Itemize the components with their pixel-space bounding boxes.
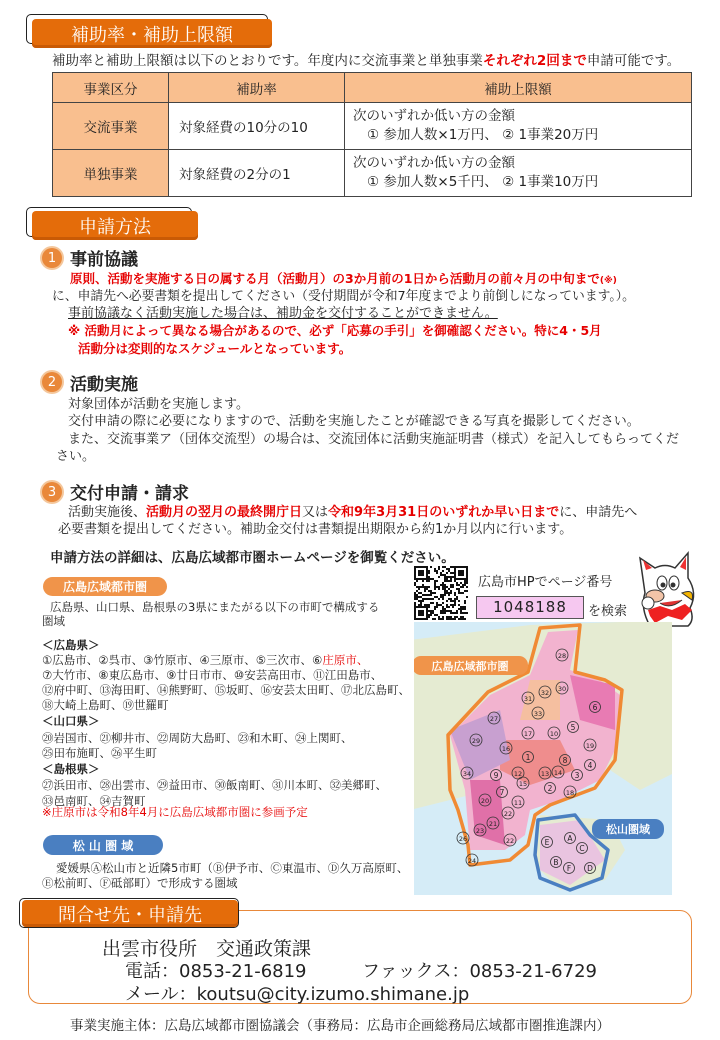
map-label: 7 [499,788,505,797]
hp-text: 広島市HPでページ番号 [478,575,613,590]
table-row [53,150,692,197]
area-map [414,622,672,895]
search-text: を検索 [588,604,628,619]
subsidy-intro: 補助率と補助上限額は以下のとおりです。年度内に交流事業と単独事業それぞれ2回まで申請可能です。 [52,53,681,69]
map-label: 20 [480,797,490,805]
map-label: 13 [540,770,550,778]
map-label: 11 [513,799,523,807]
matsuyama-text: 愛媛県Ⓐ松山市と近隣5市町（Ⓑ伊予市、Ⓒ東温市、Ⓓ久万高原町、 [56,861,409,875]
step-number: 3 [42,482,62,502]
limit: 次のいずれか低い方の金額 ① 参加人数×1万円、 ② 1事業20万円 [345,103,692,150]
map-label: 18 [565,789,575,797]
step1-red: 原則、活動を実施する日の属する月（活動月）の3か月前の1日から活動月の前々月の中旬まで(※) [70,271,617,286]
municipality-line: ⑦大竹市、⑧東広島市、⑨廿日市市、⑩安芸高田市、⑪江田島市、 [42,668,383,682]
map-label: 26 [458,835,468,843]
contact-title: 問合せ先・申請先 [22,900,238,927]
map-label: 6 [592,703,598,712]
shobara-name: 庄原市、 [322,653,369,667]
map-label: D [587,864,593,873]
step2-text: また、交流事業ア（団体交流型）の場合は、交流団体に活動実施証明書（様式）を記入してもらってくだ [68,432,680,447]
contact-tel[interactable]: 電話：0853-21-6819 [125,961,307,982]
shobara-note: ※庄原市は令和8年4月に広島広域都市圏に参画予定 [42,805,308,819]
step-number: 1 [42,248,62,268]
qr-code[interactable] [414,566,468,620]
contact-fax: ファックス：0853-21-6729 [362,961,597,982]
matsuyama-text: Ⓔ松前町、Ⓕ砥部町）で形成する圏域 [42,876,238,890]
map-label: 10 [549,730,559,738]
map-label: F [566,864,572,873]
step2-text: さい。 [56,449,96,464]
map-label: 19 [585,742,595,750]
step-title: 活動実施 [70,375,138,395]
map-label: 12 [513,770,523,778]
map-label: 27 [489,715,499,723]
contact-email[interactable]: メール：koutsu@city.izumo.shimane.jp [125,984,470,1005]
map-label: B [553,858,559,867]
footer-note: 事業実施主体：広島広域都市圏協議会（事務局：広島市企画総務局広域都市圏推進課内） [70,1018,610,1034]
map-label: 17 [523,730,533,738]
limit: 次のいずれか低い方の金額 ① 参加人数×5千円、 ② 1事業10万円 [345,150,692,197]
map-matsuyama-label: 松山圏域 [606,823,650,836]
step2-text: 対象団体が活動を実施します。 [68,397,249,412]
map-label: 30 [557,685,567,693]
prefecture-heading: ＜広島県＞ [42,638,100,652]
col-header: 補助上限額 [345,73,692,103]
step1-note: 活動分は変則的なスケジュールとなっています。 [78,341,352,356]
map-label: 3 [574,771,580,780]
map-label: 16 [501,745,511,753]
rate: 対象経費の2分の1 [169,150,345,197]
map-label: 22 [503,810,513,818]
step2-text: 交付申請の際に必要になりますので、活動を実施したことが確認できる写真を撮影してください。 [68,414,640,429]
step-title: 交付申請・請求 [70,484,189,504]
map-label: 34 [462,770,472,778]
map-label: 21 [488,820,498,828]
map-label: 5 [570,723,576,732]
map-label: 29 [471,737,481,745]
step1-underline: 事前協議なく活動実施した場合は、補助金を交付することができません。 [68,306,498,321]
map-label: 22 [505,837,515,845]
map-label: C [579,844,585,853]
step-title: 事前協議 [70,250,138,270]
municipality-line: ⑱大崎上島町、⑲世羅町 [42,698,169,712]
area-intro: 圏域 [42,614,65,628]
municipality-line: ㉗浜田市、㉘出雲市、㉙益田市、㉚飯南町、㉛川本町、㉜美郷町、 [42,778,387,792]
map-label: 4 [587,761,593,770]
col-header: 補助率 [169,73,345,103]
prefecture-heading: ＜山口県＞ [42,714,100,728]
map-label: 32 [540,689,550,697]
step3-text: 活動実施後、活動月の翌月の最終開庁日又は令和9年3月31日のいずれか早い日までに、申請先へ [68,505,638,520]
step3-text: 必要書類を提出してください。補助金交付は書類提出期限から約1か月以内に行います。 [58,522,573,537]
map-label: 28 [557,652,567,660]
col-header: 事業区分 [53,73,169,103]
section-title-subsidy: 補助率・補助上限額 [32,19,272,48]
map-hiroshima-label: 広島広域都市圏 [431,660,509,673]
municipality-line: ⑳岩国市、㉑柳井市、㉒周防大島町、㉓和木町、㉔上関町、 [42,731,353,745]
municipality-line: ㉝邑南町、㉞吉賀町 [42,794,146,808]
step1-text: に、申請先へ必要書類を提出してください（受付期間が令和7年度までより前倒しになっています。）。 [52,289,635,304]
map-label: 9 [493,771,499,780]
area-intro: 広島県、山口県、島根県の3県にまたがる以下の市町で構成する [50,600,380,614]
map-label: A [567,834,573,843]
map-label: 24 [467,857,477,865]
category: 交流事業 [53,103,169,150]
map-label: E [544,838,550,847]
hiroshima-area-label: 広島広域都市圏 [43,577,167,596]
map-label: 8 [562,756,568,765]
step-number: 2 [42,372,62,392]
municipality-line: ①広島市、②呉市、③竹原市、④三原市、⑤三次市、⑥庄原市、 [42,653,369,667]
map-label: 33 [533,710,543,718]
map-label: 14 [553,769,563,777]
category: 単独事業 [53,150,169,197]
step1-note: ※ 活動月によって異なる場合があるので、必ず「応募の手引」を御確認ください。特に4・5月 [68,323,602,338]
municipality-line: ⑫府中町、⑬海田町、⑭熊野町、⑮坂町、⑯安芸太田町、⑰北広島町、 [42,683,410,697]
map-label: 1 [525,753,531,762]
table-row [53,103,692,150]
map-label: 15 [518,780,528,788]
details-note: 申請方法の詳細は、広島広域都市圏ホームページを御覧ください。 [50,550,455,566]
subsidy-table [52,72,692,197]
rate: 対象経費の10分の10 [169,103,345,150]
prefecture-heading: ＜島根県＞ [42,762,100,776]
map-label: 2 [547,784,553,793]
section-title-application: 申請方法 [32,211,198,240]
map-label: 31 [523,695,533,703]
mascot-icon [610,548,705,628]
page-number-box: 1048188 [476,596,584,619]
municipality-line: ㉕田布施町、㉖平生町 [42,746,157,760]
matsuyama-area-label: 松 山 圏 域 [43,835,163,855]
contact-office: 出雲市役所 交通政策課 [102,938,312,960]
map-label: 23 [475,827,485,835]
